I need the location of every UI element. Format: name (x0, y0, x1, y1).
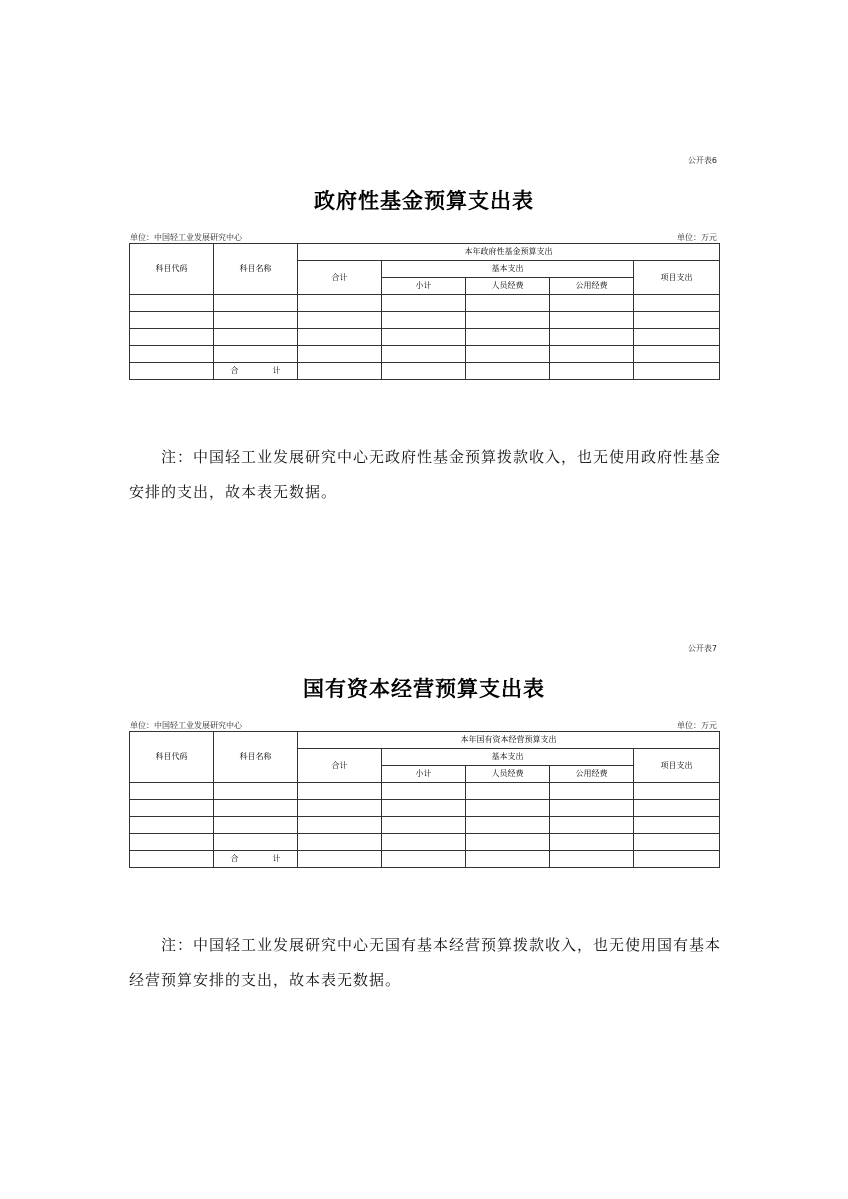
header-row-1 (130, 732, 720, 749)
group-header: 本年政府性基金预算支出 (298, 244, 720, 261)
table-row (130, 800, 720, 817)
column-header-public: 公用经费 (550, 278, 634, 295)
column-header-personnel: 人员经费 (466, 766, 550, 783)
column-header-name: 科目名称 (214, 732, 298, 783)
page-title: 国有资本经营预算支出表 (303, 676, 545, 701)
expenditure-table (129, 731, 720, 868)
form-label: 公开表7 (687, 644, 717, 653)
column-header-code: 科目代码 (130, 244, 214, 295)
note-text: 注：中国轻工业发展研究中心无国有基本经营预算拨款收入，也无使用国有基本经营预算安排的支出，故本表无数据。 (129, 936, 722, 989)
unit-currency: 单位：万元 (677, 233, 717, 242)
unit-organization: 单位：中国轻工业发展研究中心 (130, 721, 242, 730)
header-row-1 (130, 244, 720, 261)
column-header-personnel: 人员经费 (466, 278, 550, 295)
column-header-total: 合计 (298, 749, 382, 783)
column-header-project: 项目支出 (634, 749, 720, 783)
unit-currency: 单位：万元 (677, 721, 717, 730)
page-title: 政府性基金预算支出表 (314, 188, 534, 213)
total-row (130, 363, 720, 380)
column-header-total: 合计 (298, 261, 382, 295)
expenditure-table (129, 243, 720, 380)
column-header-public: 公用经费 (550, 766, 634, 783)
unit-organization: 单位：中国轻工业发展研究中心 (130, 233, 242, 242)
table-row (130, 817, 720, 834)
basic-expenditure-header: 基本支出 (382, 749, 634, 766)
table-row (130, 346, 720, 363)
form-label: 公开表6 (687, 156, 717, 165)
total-label: 合 计 (214, 363, 298, 380)
table-row (130, 783, 720, 800)
total-label: 合 计 (214, 851, 298, 868)
note-text: 注：中国轻工业发展研究中心无政府性基金预算拨款收入，也无使用政府性基金安排的支出，故本表无数据。 (129, 448, 722, 501)
column-header-name: 科目名称 (214, 244, 298, 295)
table-row (130, 312, 720, 329)
group-header: 本年国有资本经营预算支出 (298, 732, 720, 749)
table-row (130, 295, 720, 312)
column-header-subtotal: 小计 (382, 278, 466, 295)
column-header-code: 科目代码 (130, 732, 214, 783)
basic-expenditure-header: 基本支出 (382, 261, 634, 278)
table-row (130, 834, 720, 851)
column-header-project: 项目支出 (634, 261, 720, 295)
total-row (130, 851, 720, 868)
table-row (130, 329, 720, 346)
column-header-subtotal: 小计 (382, 766, 466, 783)
